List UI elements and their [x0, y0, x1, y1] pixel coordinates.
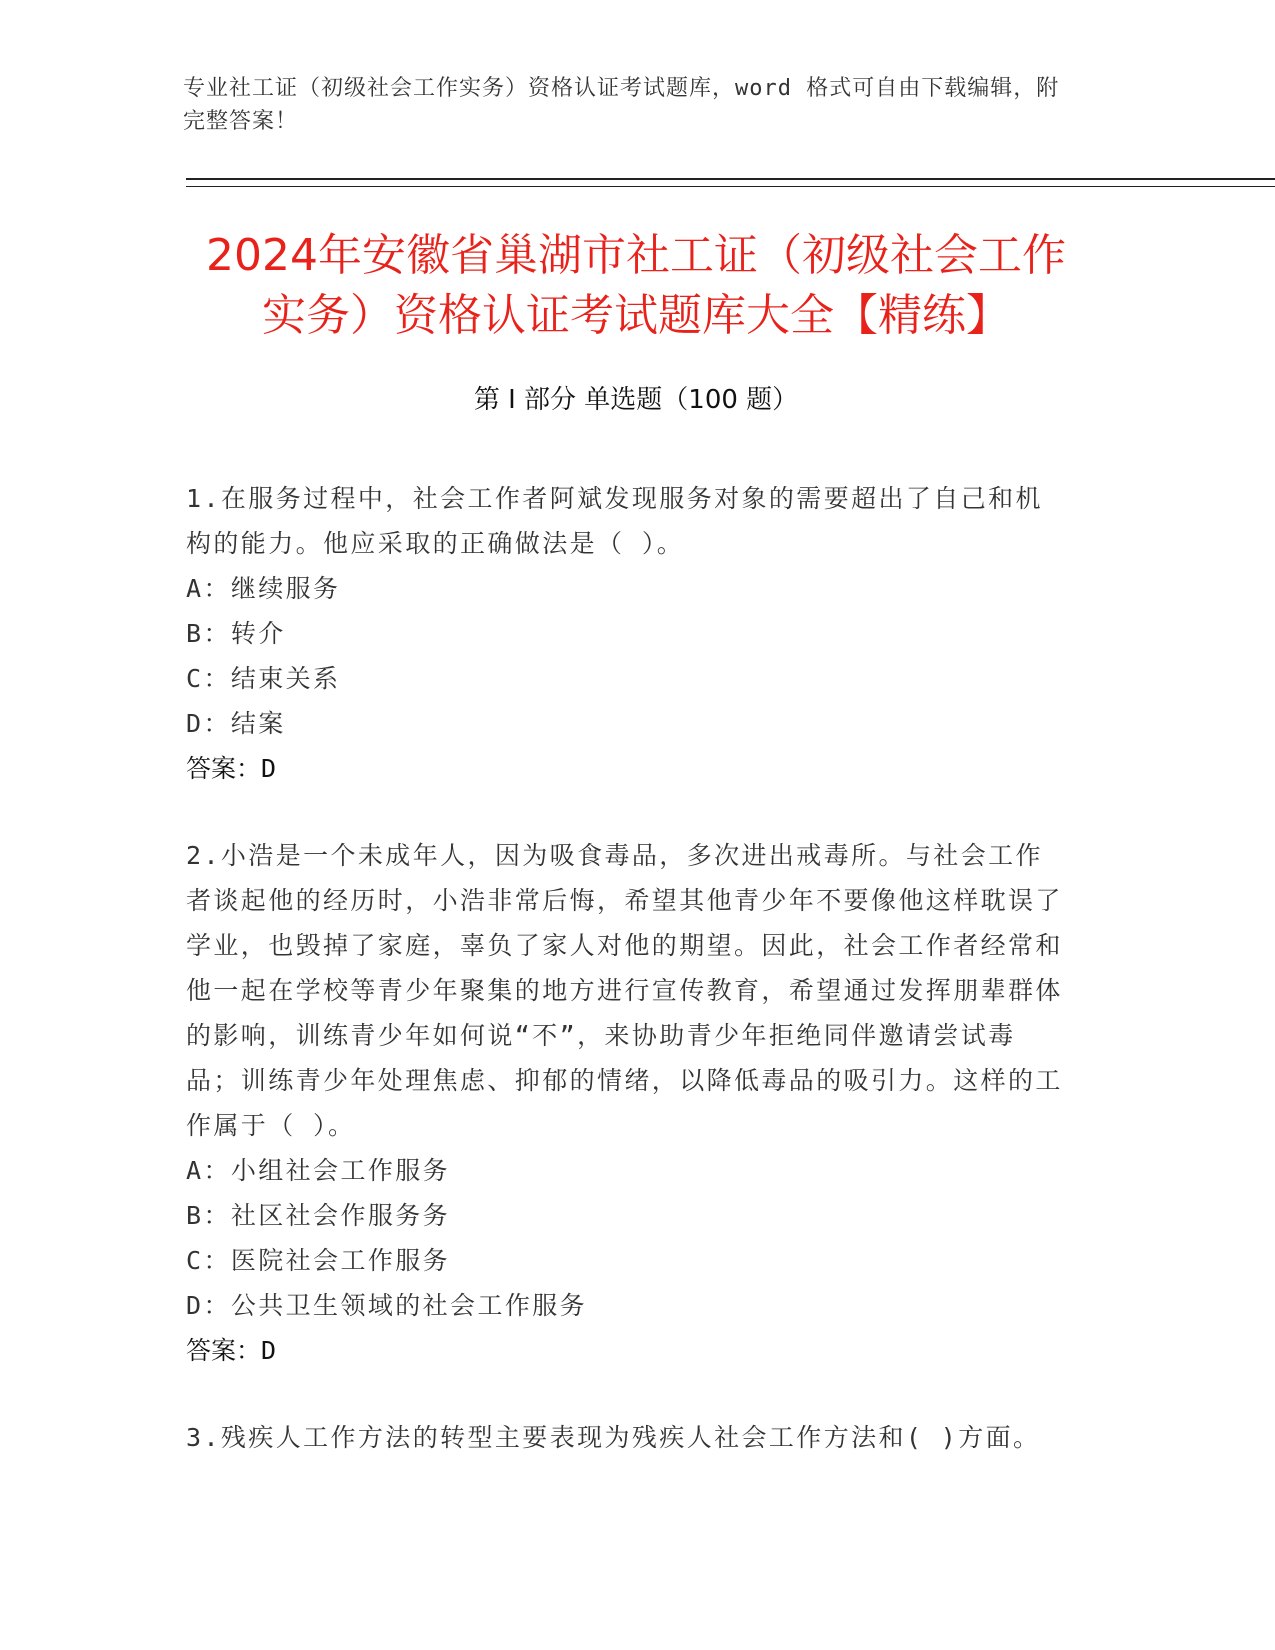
header-divider-thin [186, 186, 1275, 187]
question-list [186, 476, 1066, 1502]
answer-line [186, 1328, 1066, 1373]
option-d: D：公共卫生领域的社会工作服务 [186, 1291, 588, 1320]
option-c: C：医院社会工作服务 [186, 1246, 451, 1275]
question-3 [186, 1415, 1066, 1460]
option-b: B：转介 [186, 619, 286, 648]
question-2 [186, 833, 1066, 1373]
question-text: 1.在服务过程中，社会工作者阿斌发现服务对象的需要超出了自己和机构的能力。他应采取的正确做法是（ ）。 [186, 484, 1043, 558]
answer-value: D [261, 754, 277, 783]
option-c: C：结束关系 [186, 664, 341, 693]
question-text: 3.残疾人工作方法的转型主要表现为残疾人社会工作方法和( )方面。 [186, 1423, 1041, 1452]
option-a: A：继续服务 [186, 574, 341, 603]
option-a: A：小组社会工作服务 [186, 1156, 451, 1185]
header-divider-thick [186, 178, 1275, 180]
section-heading: 第 I 部分 单选题（100 题） [473, 385, 799, 415]
document-title: 2024年安徽省巢湖市社工证（初级社会工作实务）资格认证考试题库大全【精练】 [206, 230, 1066, 341]
answer-label: 答案： [186, 1336, 262, 1365]
answer-line [186, 746, 1066, 791]
option-b: B：社区社会作服务务 [186, 1201, 451, 1230]
question-1 [186, 476, 1066, 791]
question-text: 2.小浩是一个未成年人，因为吸食毒品，多次进出戒毒所。与社会工作者谈起他的经历时，小浩非常后悔，希望其他青少年不要像他这样耽误了学业，也毁掉了家庭，辜负了家人对他的期望。因此，社会工作者经常和他一起在学校等青少年聚集的地方进行宣传教育，希望通过发挥朋辈群体的影响，训练青少年如何说“不”，来协助青少年拒绝同伴邀请尝试毒品；训练青少年处理焦虑、抑郁的情绪，以降低毒品的吸引力。这样的工作属于（ ）。 [186, 841, 1063, 1140]
header-note: 专业社工证（初级社会工作实务）资格认证考试题库，word 格式可自由下载编辑，附完整答案！ [183, 76, 1060, 134]
answer-label: 答案： [186, 754, 262, 783]
option-d: D：结案 [186, 709, 286, 738]
answer-value: D [261, 1336, 277, 1365]
